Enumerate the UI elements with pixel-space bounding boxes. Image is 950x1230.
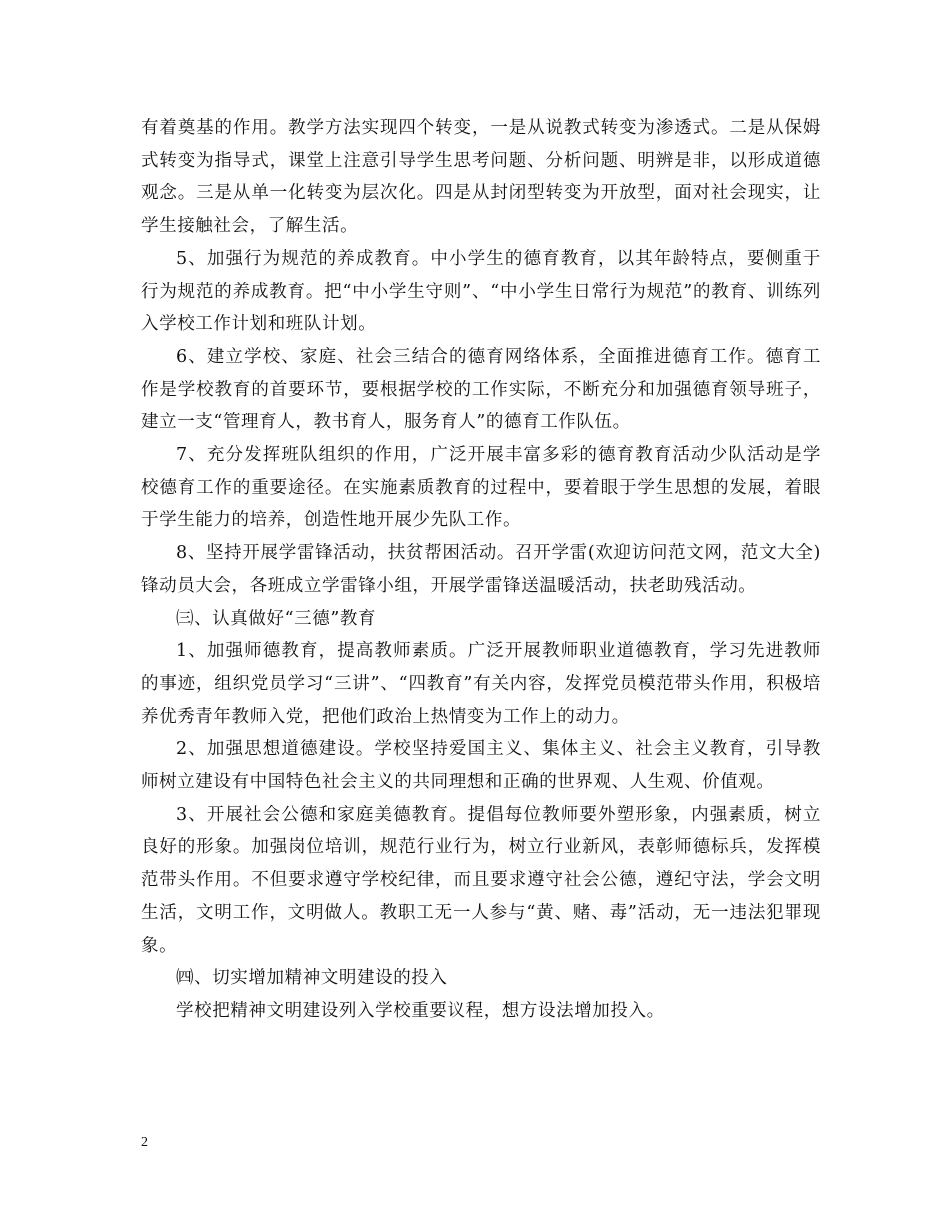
paragraph: 有着奠基的作用。教学方法实现四个转变，一是从说教式转变为渗透式。二是从保姆式转变为指导式，课堂上注意引导学生思考问题、分析问题、明辨是非，以形成道德观念。三是从单一化转变为层次化。四是从封闭型转变为开放型，面对社会现实，让学生接触社会，了解生活。 (141, 118, 821, 237)
section-heading: ㈣、切实增加精神文明建设的投入 (176, 968, 448, 989)
section-heading: ㈢、认真做好“三德”教育 (176, 608, 377, 629)
paragraph: 5、加强行为规范的养成教育。中小学生的德育教育，以其年龄特点，要侧重于行为规范的养成教育。把“中小学生守则”、“中小学生日常行为规范”的教育、训练列入学校工作计划和班队计划。 (141, 248, 821, 335)
paragraph: 7、充分发挥班队组织的作用，广泛开展丰富多彩的德育教育活动少队活动是学校德育工作的重要途径。在实施素质教育的过程中，要着眼于学生思想的发展，着眼于学生能力的培养，创造性地开展少先队工作。 (141, 445, 821, 531)
document-body (141, 112, 821, 1028)
paragraph: 学校把精神文明建设列入学校重要议程，想方设法增加投入。 (176, 1000, 665, 1021)
page-number: 2 (141, 1135, 148, 1150)
paragraph: 6、建立学校、家庭、社会三结合的德育网络体系，全面推进德育工作。德育工作是学校教育的首要环节，要根据学校的工作实际，不断充分和加强德育领导班子，建立一支“管理育人，教书育人，服务育人”的德育工作队伍。 (141, 346, 821, 433)
paragraph: 1、加强师德教育，提高教师素质。广泛开展教师职业道德教育，学习先进教师的事迹，组织党员学习“三讲”、“四教育”有关内容，发挥党员模范带头作用，积极培养优秀青年教师入党，把他们政治上热情变为工作上的动力。 (141, 641, 821, 727)
paragraph: 3、开展社会公德和家庭美德教育。提倡每位教师要外塑形象，内强素质，树立良好的形象。加强岗位培训，规范行业行为，树立行业新风，表彰师德标兵，发挥模范带头作用。不但要求遵守学校纪律，而且要求遵守社会公德，遵纪守法，学会文明生活，文明工作，文明做人。教职工无一人参与“黄、赌、毒”活动，无一违法犯罪现象。 (141, 804, 821, 956)
paragraph: 8、坚持开展学雷锋活动，扶贫帮困活动。召开学雷(欢迎访问范文网，范文大全)锋动员大会，各班成立学雷锋小组，开展学雷锋送温暖活动，扶老助残活动。 (141, 543, 821, 596)
paragraph: 2、加强思想道德建设。学校坚持爱国主义、集体主义、社会主义教育，引导教师树立建设有中国特色社会主义的共同理想和正确的世界观、人生观、价值观。 (141, 739, 821, 793)
